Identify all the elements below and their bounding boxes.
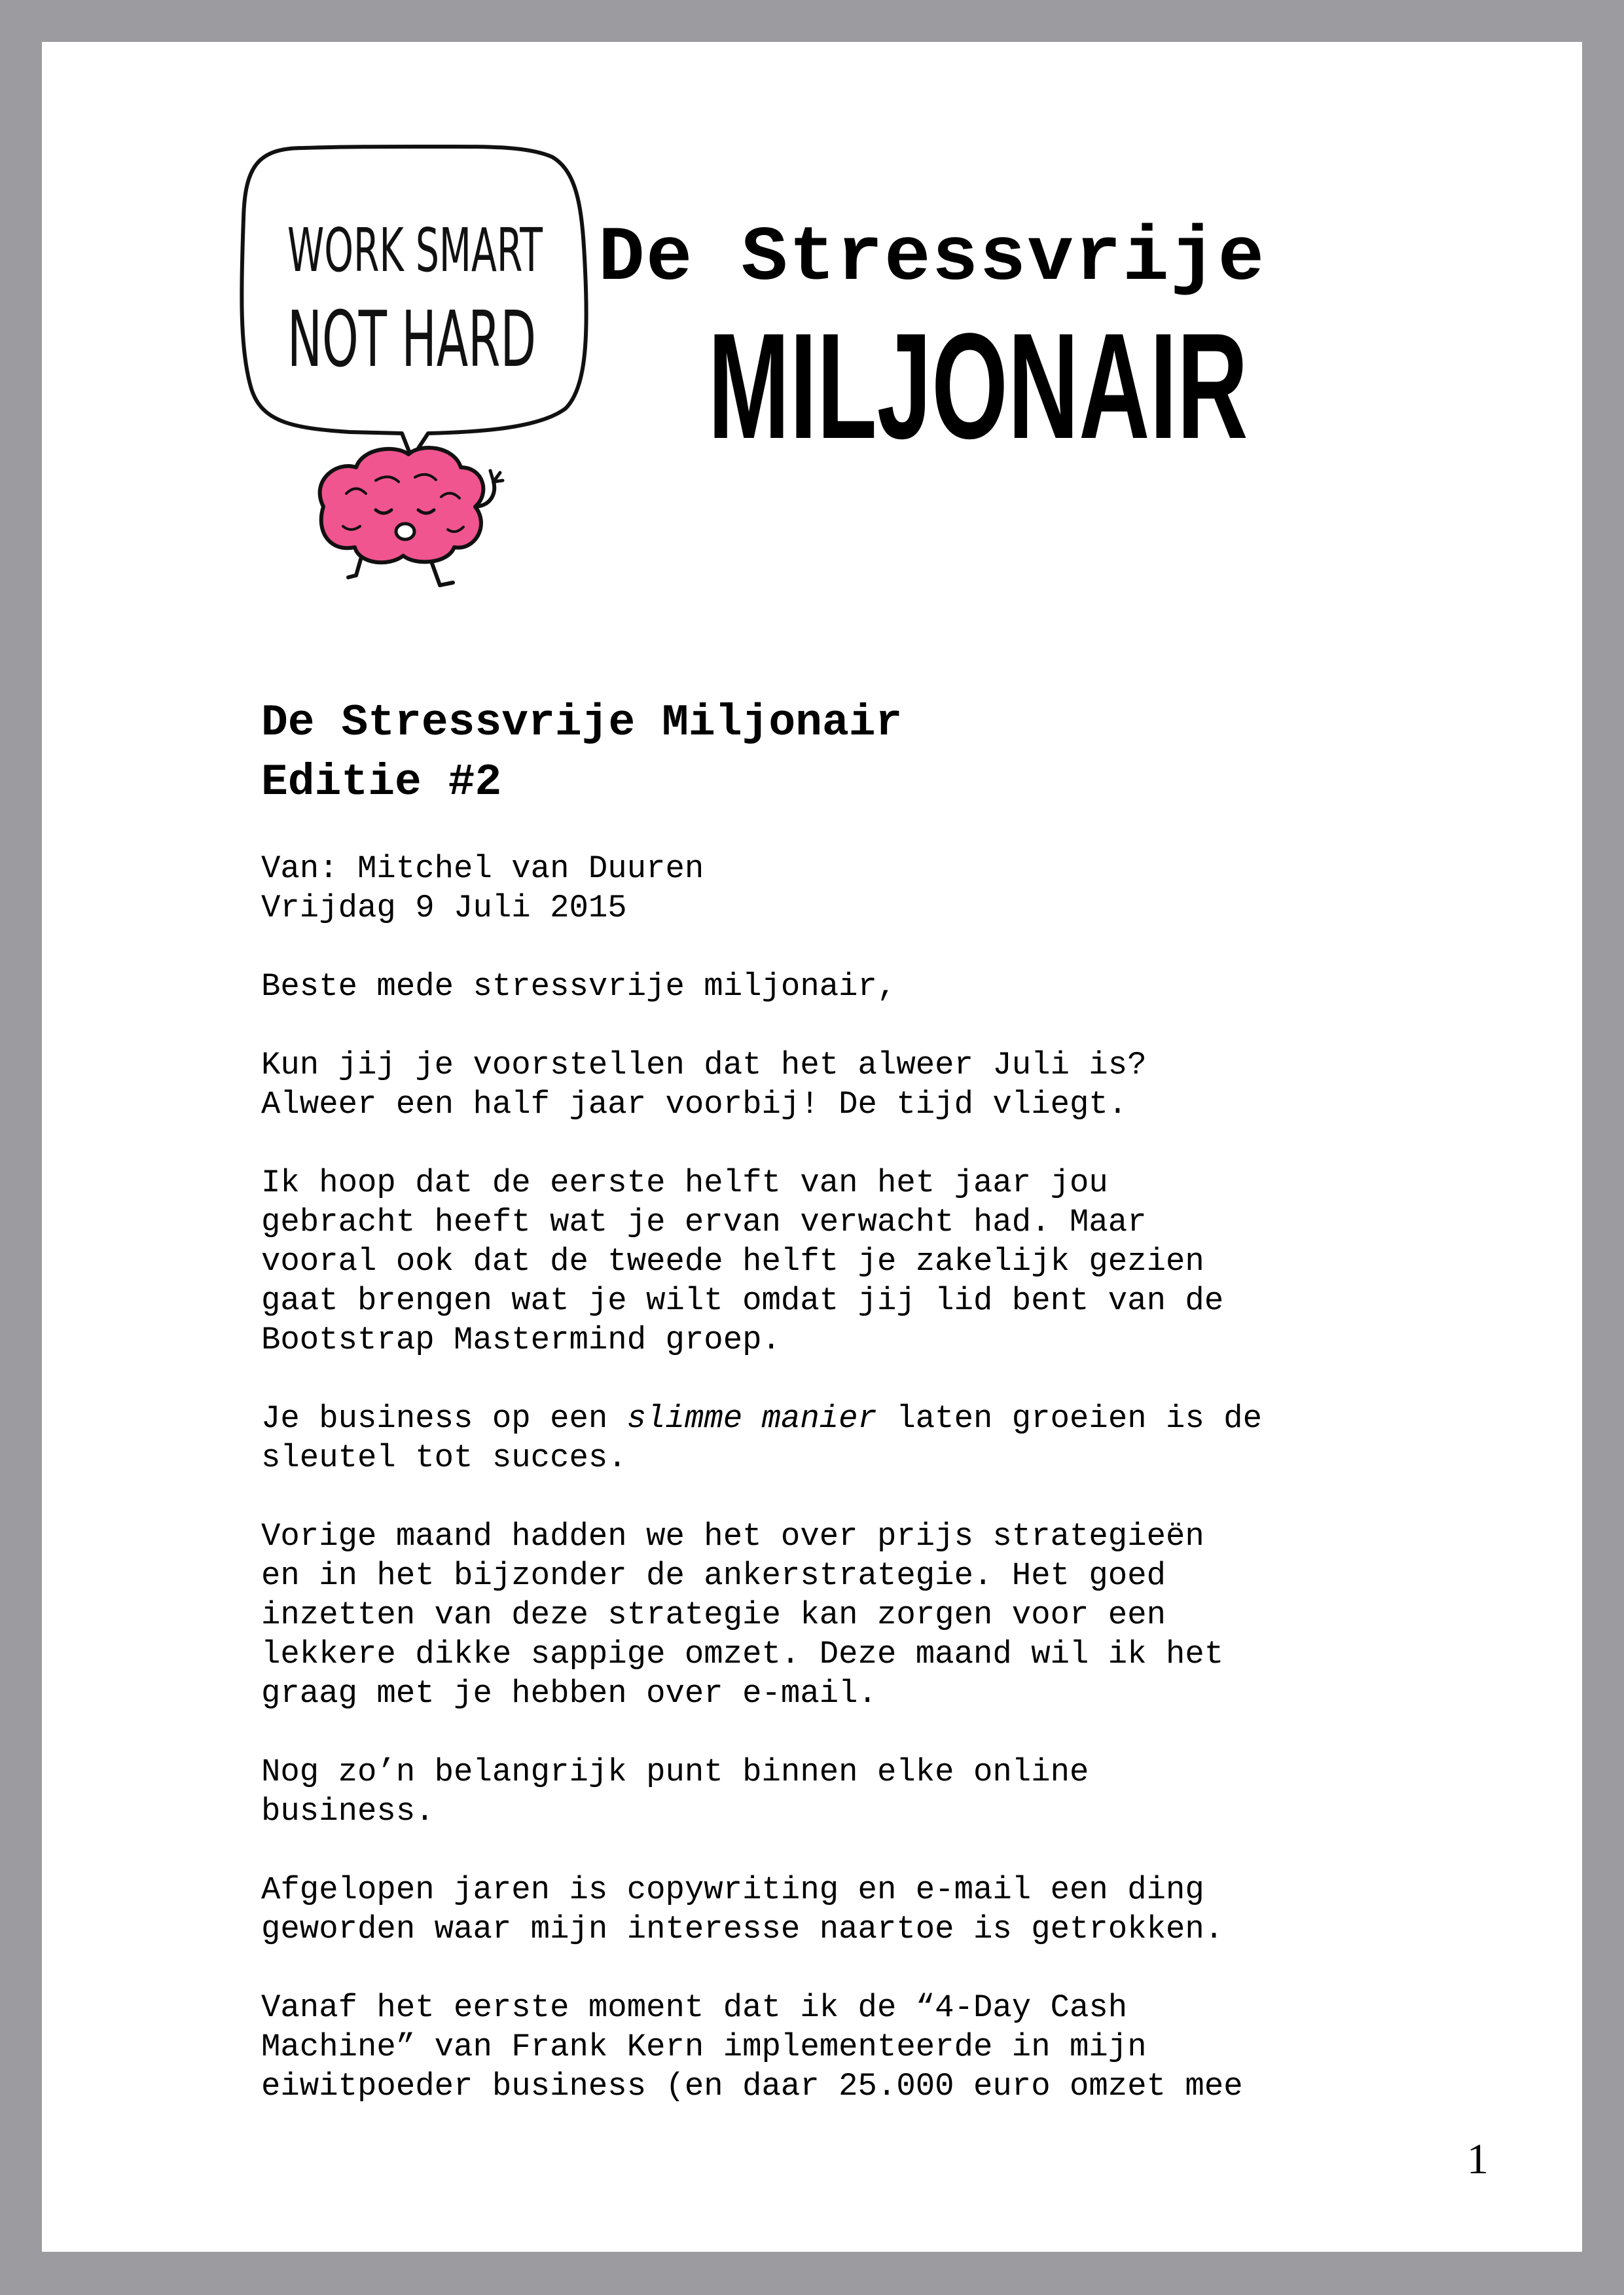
paragraph: Vanaf het eerste moment dat ik de “4-Day Cash Machine” van Frank Kern implementeerde in mijn eiwitpoeder business (en daar 25.000 euro omzet mee [261,1989,1243,2105]
header-subtitle-text: MILJONAIR [708,302,1248,470]
header-subtitle [618,302,1338,470]
bubble-line-1: WORK SMART [287,215,543,285]
paragraph: Vorige maand hadden we het over prijs strategieën en in het bijzonder de ankerstrategie. Het goed inzetten van deze strategie kan zorgen voor een lekkere dikke sappige omzet. Deze maand wil ik het graag met je hebben over e-mail. [261,1518,1224,1712]
date-line: Vrijdag 9 Juli 2015 [261,890,627,926]
paragraph: Nog zo’n belangrijk punt binnen elke online business. [261,1754,1089,1830]
paragraph-smart-manner [261,1399,1538,1477]
paragraph-text: laten groeien is de sleutel tot succes. [261,1400,1263,1476]
author-line: Van: Mitchel van Duuren [261,850,704,887]
article-body [261,693,1538,2106]
brain-mascot-icon [320,448,503,585]
salutation: Beste mede stressvrije miljonair, [261,968,897,1005]
bubble-line-2: NOT HARD [287,294,536,384]
emphasis-text: slimme manier [626,1400,877,1437]
article-meta [261,849,1538,928]
header-title: De Stressvrije [598,215,1266,302]
article-heading: De Stressvrije Miljonair Editie #2 [261,698,903,808]
paragraph-text: Je business op een [261,1400,627,1437]
document-page [42,42,1582,2252]
paragraph: Afgelopen jaren is copywriting en e-mail een ding geworden waar mijn interesse naartoe is getrokken. [261,1871,1224,1947]
speech-bubble-brain-illustration [232,140,598,598]
paragraph: Kun jij je voorstellen dat het alweer Juli is? Alweer een half jaar voorbij! De tijd vliegt. [261,1047,1147,1123]
paragraph: Ik hoop dat de eerste helft van het jaar jou gebracht heeft wat je ervan verwacht had. Maar vooral ook dat de tweede helft je zakelijk gezien gaat brengen wat je wilt omdat jij lid bent van de Bootstrap Mastermind groep. [261,1165,1224,1358]
page-number: 1 [1467,2135,1489,2183]
work-smart-logo [232,140,598,598]
